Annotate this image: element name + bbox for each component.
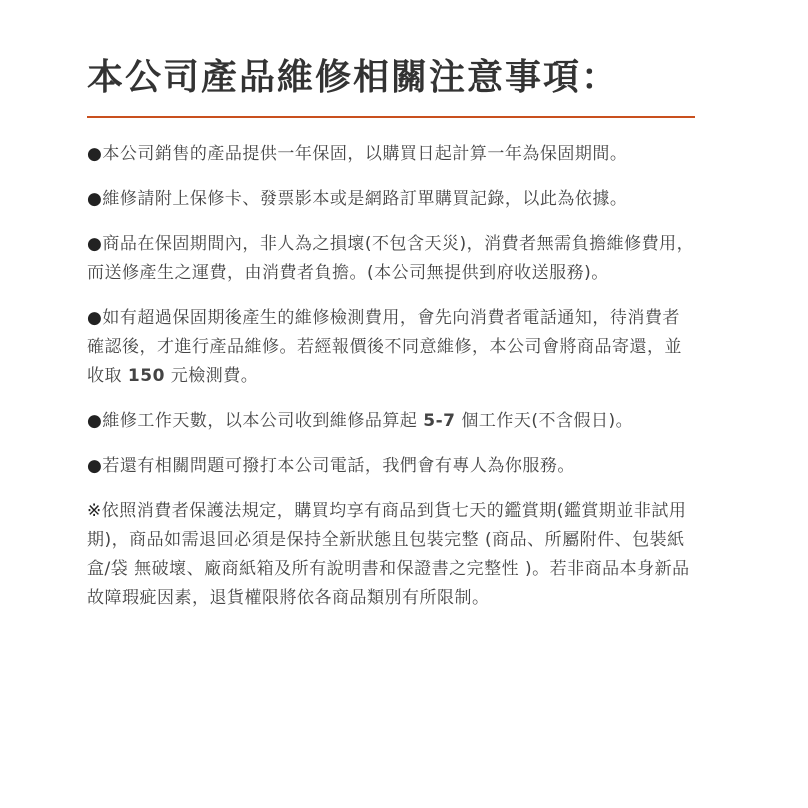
repair-days-range: 5-7 [423,411,456,431]
note-warranty-period [87,140,697,169]
note-consumer-protection [87,497,697,613]
note-text: 依照消費者保護法規定，購買均享有商品到貨七天的鑑賞期(鑑賞期並非試用期)，商品如需退回必須是保持全新狀態且包裝完整 (商品、所屬附件、包裝紙盒/袋 無破壞、廠商紙箱及所有說明書和保證書之完整性 )。若非商品本身新品故障瑕疵因素，退貨權限將依各商品類別有所限制。 [87,501,690,608]
note-text: 元檢測費。 [164,366,259,386]
note-text: 商品在保固期間內，非人為之損壞(不包含天災)，消費者無需負擔維修費用，而送修產生之運費，由消費者負擔。(本公司無提供到府收送服務)。 [87,234,695,283]
notes-list [87,140,697,613]
note-text: 維修請附上保修卡、發票影本或是網路訂單購買記錄，以此為依據。 [102,189,628,209]
note-text: 本公司銷售的產品提供一年保固，以購買日起計算一年為保固期間。 [102,144,628,164]
inspection-fee-amount: 150 [127,366,165,386]
title-divider [87,116,695,118]
bullet-marker: ● [87,144,103,164]
bullet-marker: ● [87,411,103,431]
note-text: 個工作天(不含假日)。 [455,411,634,431]
note-inspection-fee [87,304,697,391]
note-text: 若還有相關問題可撥打本公司電話，我們會有專人為你服務。 [102,456,575,476]
note-contact [87,452,697,481]
note-in-warranty-repair [87,230,697,288]
note-text: 維修工作天數，以本公司收到維修品算起 [102,411,424,431]
page-title: 本公司產品維修相關注意事項： [87,57,620,98]
note-text: 如有超過保固期後產生的維修檢測費用，會先向消費者電話通知，待消費者確認後，才進行產品維修。若經報價後不同意維修，本公司會將商品寄還，並收取 [87,308,682,386]
bullet-marker: ● [87,189,103,209]
bullet-marker: ● [87,456,103,476]
reference-marker: ※ [87,501,102,521]
note-repair-days [87,407,697,436]
bullet-marker: ● [87,308,103,328]
bullet-marker: ● [87,234,103,254]
notice-page [87,52,697,629]
note-required-documents [87,185,697,214]
